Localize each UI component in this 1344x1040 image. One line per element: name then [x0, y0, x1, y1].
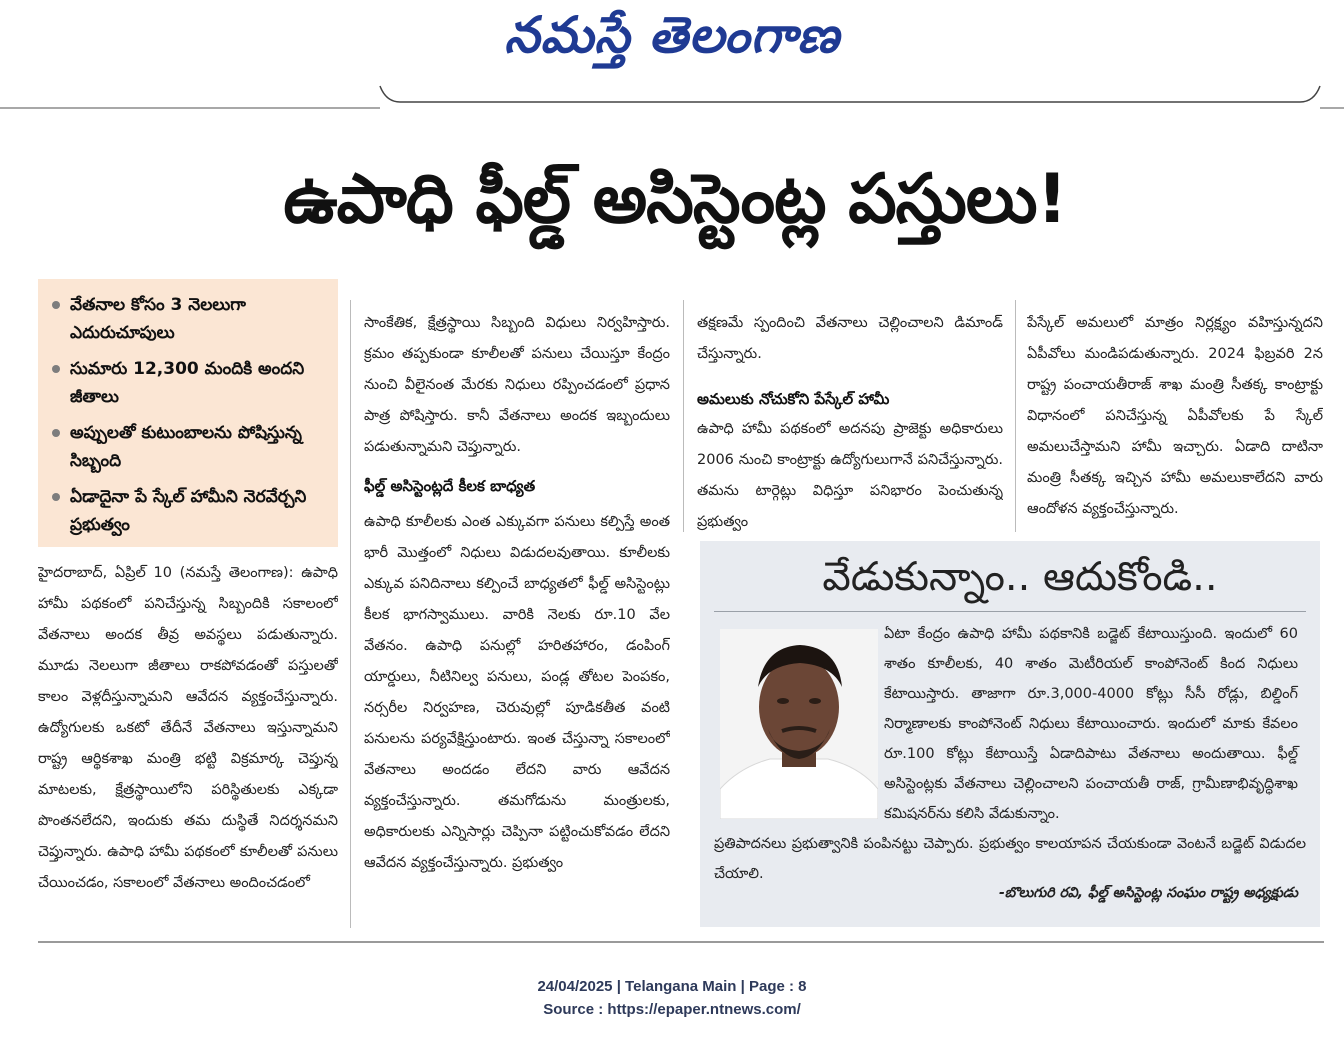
highlight-item: సుమారు 12,300 మందికి అందని జీతాలు	[52, 355, 332, 411]
highlight-item: ఏడాదైనా పే స్కేల్ హామీని నెరవేర్చని ప్రభుత్వం	[52, 483, 332, 539]
highlight-item: అప్పులతో కుటుంబాలను పోషిస్తున్న సిబ్బంది	[52, 419, 332, 475]
quote-signature: -బొలుగురి రవి, ఫీల్డ్ అసిస్టెంట్ల సంఘం రాష్ట్ర అధ్యక్షుడు	[998, 885, 1298, 901]
bottom-divider	[38, 941, 1324, 943]
highlights-box	[38, 279, 338, 547]
masthead-divider	[0, 82, 1344, 112]
article-paragraph: ఉపాధి కూలీలకు ఎంత ఎక్కువగా పనులు కల్పిస్తే అంత భారీ మొత్తంలో నిధులు విడుదలవుతాయి. కూలీలకు ఎక్కువ పనిదినాలు కల్పించే బాధ్యతలో ఫీల్డ్ అసిస్టెంట్లు కీలక భాగస్వాములు. వారికి నెలకు రూ.10 వేల వేతనం. ఉపాధి పనుల్లో హరితహారం, డంపింగ్ యార్డులు, నీటినిల్వ పనులు, పండ్ల తోటల పెంపకం, నర్సరీల నిర్వహణ, చెరువుల్లో పూడికతీత వంటి పనులను పర్యవేక్షిస్తుంటారు. ఇంత చేస్తున్నా సకాలంలో వేతనాలు అందడం లేదని వారు ఆవేదన వ్యక్తంచేస్తున్నారు. తమగోడును మంత్రులకు, అధికారులకు ఎన్నిసార్లు చెప్పినా పట్టించుకోవడం లేదని ఆవేదన వ్యక్తంచేస్తున్నారు. ప్రభుత్వం	[364, 514, 670, 871]
article-column-3	[697, 308, 1003, 536]
bullet-icon	[52, 429, 60, 437]
bullet-icon	[52, 365, 60, 373]
person-photo	[720, 629, 878, 819]
column-divider	[1015, 300, 1016, 532]
quote-divider	[714, 611, 1306, 612]
column-divider	[683, 300, 684, 532]
highlight-item: వేతనాల కోసం 3 నెలలుగా ఎదురుచూపులు	[52, 291, 332, 347]
bullet-icon	[52, 493, 60, 501]
article-paragraph: తక్షణమే స్పందించి వేతనాలు చెల్లించాలని డిమాండ్ చేస్తున్నారు.	[697, 315, 1003, 362]
bullet-icon	[52, 301, 60, 309]
article-column-1	[38, 558, 338, 930]
newspaper-logo: నమస్తే తెలంగాణ	[504, 6, 840, 64]
column-divider	[350, 300, 351, 928]
quote-box	[700, 541, 1320, 927]
article-paragraph: హైదరాబాద్, ఏప్రిల్ 10 (నమస్తే తెలంగాణ): ఉపాధి హామీ పథకంలో పనిచేస్తున్న సిబ్బందికి సకాలంలో వేతనాలు అందక తీవ్ర అవస్థలు పడుతున్నారు. మూడు నెలలుగా జీతాలు రాకపోవడంతో పస్తులతో కాలం వెళ్లదీస్తున్నామని ఆవేదన వ్యక్తంచేస్తున్నారు. ఉద్యోగులకు ఒకటో తేదీనే వేతనాలు ఇస్తున్నామని రాష్ట్ర ఆర్థికశాఖ మంత్రి భట్టి విక్రమార్క చెప్తున్న మాటలకు, క్షేత్రస్థాయిలోని పరిస్థితులకు ఎక్కడా పొంతనలేదని, ఇందుకు తమ దుస్థితే నిదర్శనమని చెప్తున్నారు. ఉపాధి హామీ పథకంలో కూలీలతో పనులు చేయించడం, సకాలంలో వేతనాలు అందించడంలో	[38, 565, 338, 891]
footer-date-page: 24/04/2025 | Telangana Main | Page : 8	[537, 978, 807, 995]
article-column-4	[1027, 308, 1323, 536]
headline: ఉపాధి ఫీల్డ్ అసిస్టెంట్ల పస్తులు!	[283, 160, 1067, 239]
article-column-2	[364, 308, 670, 930]
masthead	[0, 0, 1344, 70]
article-paragraph: పేస్కేల్ అమలులో మాత్రం నిర్లక్ష్యం వహిస్తున్నదని ఏపీవోలు మండిపడుతున్నారు. 2024 ఫిబ్రవరి 2న రాష్ట్ర పంచాయతీరాజ్ శాఖ మంత్రి సీతక్క కాంట్రాక్టు విధానంలో పనిచేస్తున్న ఏపీవోలకు పే స్కేల్ అమలుచేస్తామని హామీ ఇచ్చారు. ఏడాది దాటినా మంత్రి సీతక్క ఇచ్చిన హామీ అమలుకాలేదని వారు ఆందోళన వ్యక్తంచేస్తున్నారు.	[1027, 315, 1323, 517]
quote-title: వేడుకున్నాం.. ఆదుకోండి..	[822, 554, 1218, 600]
article-paragraph: సాంకేతిక, క్షేత్రస్థాయి సిబ్బంది విధులు నిర్వహిస్తారు. క్రమం తప్పకుండా కూలీలతో పనులు చేయిస్తూ కేంద్రం నుంచి వీలైనంత మేరకు నిధులు రప్పించడంలో ప్రధాన పాత్ర పోషిస్తారు. కానీ వేతనాలు అందక ఇబ్బందులు పడుతున్నామని చెప్తున్నారు.	[364, 315, 670, 455]
footer-source-link[interactable]: Source : https://epaper.ntnews.com/	[543, 1001, 801, 1018]
quote-paragraph: ప్రతిపాదనలు ప్రభుత్వానికి పంపినట్టు చెప్పారు. ప్రభుత్వం కాలయాపన చేయకుండా వెంటనే బడ్జెట్ విడుదల చేయాలి.	[714, 836, 1306, 882]
person-portrait-icon	[720, 629, 878, 819]
quote-paragraph: ఏటా కేంద్రం ఉపాధి హామీ పథకానికి బడ్జెట్ కేటాయిస్తుంది. ఇందులో 60 శాతం కూలీలకు, 40 శాతం మెటీరియల్ కాంపోనెంట్ కింద నిధులు కేటాయిస్తారు. తాజాగా రూ.3,000-4000 కోట్లు సీసీ రోడ్లు, బిల్డింగ్ నిర్మాణాలకు కాంపోనెంట్ నిధులు కేటాయించారు. ఇందులో మాకు కేవలం రూ.100 కోట్లు కేటాయిస్తే ఏడాదిపాటు వేతనాలు అందుతాయి. ఫీల్డ్ అసిస్టెంట్లకు వేతనాలు చెల్లించాలని పంచాయతీ రాజ్, గ్రామీణాభివృద్ధిశాఖ కమిషనర్‌ను కలిసి వేడుకున్నాం.	[884, 626, 1298, 822]
section-subhead: ఫీల్డ్ అసిస్టెంట్లదే కీలక బాధ్యత	[364, 477, 536, 495]
article-paragraph: ఉపాధి హామీ పథకంలో అదనపు ప్రాజెక్టు అధికారులు 2006 నుంచి కాంట్రాక్టు ఉద్యోగులుగానే పనిచేస్తున్నారు. తమను టార్గెట్లు విధిస్తూ పనిభారం పెంచుతున్న ప్రభుత్వం	[697, 421, 1003, 530]
section-subhead: అమలుకు నోచుకోని పేస్కేల్ హామీ	[697, 390, 890, 408]
